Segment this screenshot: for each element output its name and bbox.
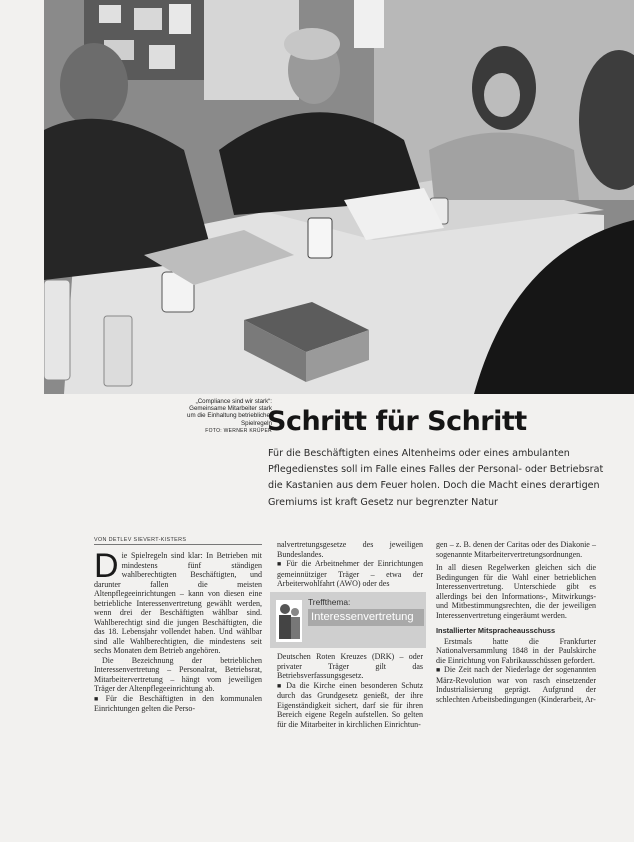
photo-credit: FOTO: WERNER KRÜPER bbox=[205, 427, 272, 434]
topic-infobox bbox=[270, 592, 426, 648]
article-column-3 bbox=[436, 540, 596, 704]
group-meeting-photo bbox=[44, 0, 634, 394]
article-column-1 bbox=[94, 547, 262, 714]
article-byline: VON DETLEV SIEVERT-KISTERS bbox=[94, 537, 262, 545]
col1-bullet-1 bbox=[94, 694, 262, 714]
photo-caption bbox=[180, 398, 272, 435]
col2-bullet-1 bbox=[277, 559, 423, 589]
caption-text: „Compliance sind wir stark“: Gemeinsame Mitarbeiter stark um die Einhaltung betrieblicher Spielregeln bbox=[187, 398, 272, 427]
article-title: Schritt für Schritt bbox=[267, 406, 527, 437]
col2-lower-block bbox=[277, 652, 423, 729]
photo-illustration bbox=[44, 0, 634, 394]
col2-bullet-1-text: Für die Arbeitnehmer der Einrichtungen gemeinnütziger Träger – etwa der Arbeiterwohlfahrt (AWO) oder des bbox=[277, 559, 424, 588]
col2-bullet-2 bbox=[277, 681, 423, 730]
col3-top-text: gen – z. B. denen der Caritas oder des Diakonie – sogenannte Mitarbeitervertretungsordnungen. bbox=[436, 540, 596, 559]
person-figure-icon bbox=[276, 600, 302, 642]
col2-paragraph-after-box: Deutschen Roten Kreuzes (DRK) – oder privater Träger gilt das Betriebsverfassungsgesetz. bbox=[277, 652, 423, 680]
col3-subheading: Installierter Mitspracheausschuss bbox=[436, 626, 556, 635]
col3-paragraph-1: In all diesen Regelwerken gleichen sich die Bedingungen für die Wahl einer betrieblichen Interessenvertretung. Unterschiede gibt es allerdings bei den Informations-, Mitwirkungs- und Mitbestimmungsrechten, die der jeweiligen Interessenvertretung eingeräumt werden. bbox=[436, 563, 596, 620]
drop-cap: D bbox=[94, 547, 119, 585]
col3-bullet-1 bbox=[436, 665, 596, 704]
infobox-kicker: Treffthema: bbox=[308, 597, 351, 607]
article-lead: Für die Beschäftigten eines Altenheims oder eines ambulanten Pflegedienstes soll im Falle eines Falles der Personal- oder Betriebsrat die Kastanien aus dem Feuer holen. Doch die Macht eines derartigen Gremiums ist kraft Gesetz nur begrenzter Natur bbox=[268, 448, 604, 508]
col3-bullet-1-text: Die Zeit nach der Niederlage der sogenannten März-Revolution war von rasch einsetzender Industrialisierung geprägt. Aufgrund der schlechten Arbeitsbedingungen (Kinderarbeit, Ar- bbox=[436, 665, 596, 704]
col3-paragraph-2: Erstmals hatte die Frankfurter Nationalversammlung 1848 in der Paulskirche die Einrichtung von Fabrikausschüssen gefordert. bbox=[436, 636, 596, 665]
col1-paragraph-1: ie Spielregeln sind klar: In Betrieben mit mindestens fünf ständigen wahlberechtigten Beschäftigten, und darunter fallen die meisten Altenpflegeeinrichtungen – kann von diesen eine betriebliche Interessenvertretung gewählt werden, wenn drei der Beschäftigten wählbar sind. Wahlberechtigt sind die jungen Beschäftigten, die das 18. Lebensjahr vollendet haben. Und wählbar sind alle Wahlberechtigten, die mindestens seit sechs Monaten dem Betrieb angehören. bbox=[94, 551, 262, 655]
infobox-title: Interessenvertretung bbox=[308, 609, 424, 626]
col1-paragraph-2: Die Bezeichnung der betrieblichen Interessenvertretung – Personalrat, Betriebsrat, Mitarbeitervertretung – hängt vom jeweiligen Träger der Altenpflegeeinrichtung ab. bbox=[94, 655, 262, 693]
col1-bullet-1-text: Für die Beschäftigten in den kommunalen Einrichtungen gelten die Perso- bbox=[94, 693, 262, 713]
col2-top-text: nalvertretungsgesetze des jeweiligen Bundeslandes. bbox=[277, 540, 423, 559]
col2-bullet-2-text: Da die Kirche einen besonderen Schutz durch das Grundgesetz genießt, der ihre Eigenständigkeit sichert, darf sie für ihren Bereich eigene Regeln aufstellen. So gelten für die Mitarbeiter in kirchlichen Einrichtun- bbox=[277, 680, 423, 729]
